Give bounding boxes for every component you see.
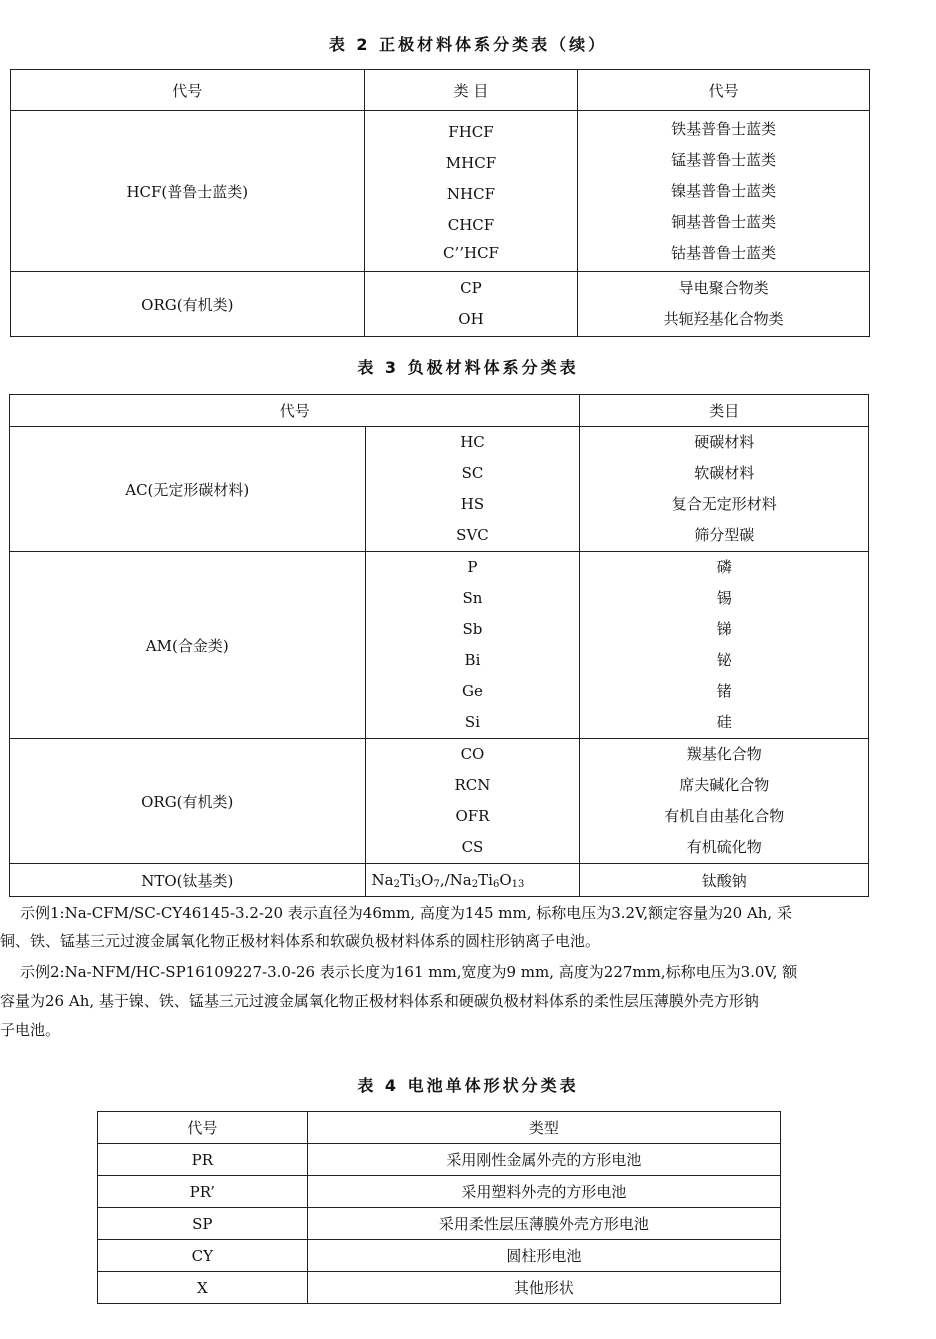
subcode: OH [458,310,484,328]
material-name: 筛分型碳 [694,526,755,544]
material-name: 锰基普鲁士蓝类 [671,150,777,169]
material-name: 复合无定形材料 [671,495,777,513]
table2-names [578,111,870,272]
shape-type: 圆柱形电池 [307,1240,780,1272]
formula-part: Na [371,870,394,889]
example-2-line-3: 子电池。 [0,1021,61,1039]
subcode: MHCF [445,154,497,172]
formula-subscript: 13 [511,878,525,890]
table2-subcodes [364,272,578,337]
example-2-line-2: 容量为26 Ah, 基于镍、铁、锰基三元过渡金属氧化物正极材料体系和硬碳负极材料体系的柔性层压薄膜外壳方形钠 [0,992,759,1010]
subcode: HS [460,495,485,513]
material-name: 软碳材料 [694,464,755,482]
table3-names [580,552,869,739]
table3-subcodes [365,552,580,739]
material-name: 锗 [716,682,732,700]
subcode: FHCF [448,123,494,141]
table2-names [578,272,870,337]
table2 [10,69,870,337]
material-name: 锡 [716,589,732,607]
formula-subscript: 6 [492,878,500,890]
subcode: Sn [462,589,483,607]
subcode: RCN [454,776,491,794]
material-name: 铜基普鲁士蓝类 [671,212,777,231]
table3-nto-formula [365,864,580,897]
table2-title: 表 2 正极材料体系分类表（续） [328,35,608,54]
material-name: 有机自由基化合物 [664,807,785,825]
table4-title: 表 4 电池单体形状分类表 [357,1076,579,1095]
shape-code: X [98,1272,308,1304]
shape-type: 采用塑料外壳的方形电池 [307,1176,780,1208]
subcode: Sb [462,620,483,638]
shape-code: PR’ [98,1176,308,1208]
table4 [97,1111,781,1304]
formula-part: Ti [478,870,493,889]
table2-group-code: HCF(普鲁士蓝类) [11,111,365,272]
material-name: 铁基普鲁士蓝类 [671,119,777,138]
formula-part: Ti [399,870,415,889]
table3-nto-name: 钛酸钠 [580,864,869,897]
subcode: SVC [456,526,489,544]
table-row [98,1176,781,1208]
table3-names [580,739,869,864]
formula-subscript: 2 [471,878,479,890]
table4-header-type: 类型 [307,1112,780,1144]
table3-group-code: AM(合金类) [10,552,366,739]
table2-header-code-2: 代号 [578,70,870,111]
subcode: P [467,558,478,576]
subcode: Ge [462,682,483,700]
table-row [98,1144,781,1176]
subcode: Si [464,713,480,731]
table3-subcodes [365,739,580,864]
material-name: 共轭羟基化合物类 [663,310,784,328]
subcode: CS [461,838,484,856]
formula-part: O [421,870,434,889]
example-1-line-2: 铜、铁、锰基三元过渡金属氧化物正极材料体系和软碳负极材料体系的圆柱形钠离子电池。 [0,932,601,950]
formula-subscript: 2 [393,878,400,890]
table2-group-code: ORG(有机类) [11,272,365,337]
formula-part: O [499,870,512,889]
table2-header-category: 类 目 [364,70,578,111]
table2-subcodes [364,111,578,272]
material-name: 羰基化合物 [686,745,762,763]
formula-part: Na [449,870,472,889]
table3-names [580,427,869,552]
material-name: 导电聚合物类 [678,279,769,297]
material-name: 有机硫化物 [686,838,762,856]
table3-title: 表 3 负极材料体系分类表 [357,358,579,377]
shape-code: PR [98,1144,308,1176]
subcode: Bi [464,651,481,669]
material-name: 硬碳材料 [694,433,755,451]
subcode: NHCF [446,185,496,203]
table-row [98,1240,781,1272]
subcode: CO [460,745,485,763]
table3 [9,394,869,897]
formula-subscript: 7 [433,878,440,890]
shape-type: 其他形状 [307,1272,780,1304]
table3-group-code: AC(无定形碳材料) [10,427,366,552]
material-name: 硅 [716,713,732,731]
material-name: 钴基普鲁士蓝类 [671,243,777,262]
table3-nto-code: NTO(钛基类) [10,864,366,897]
shape-type: 采用刚性金属外壳的方形电池 [307,1144,780,1176]
example-2-line-1: 示例2:Na-NFM/HC-SP16109227-3.0-26 表示长度为161 mm,宽度为9 mm, 高度为227mm,标称电压为3.0V, 额 [20,963,798,981]
table4-header-code: 代号 [98,1112,308,1144]
subcode: CP [460,279,482,297]
subcode: HC [460,433,485,451]
table3-group-code: ORG(有机类) [10,739,366,864]
formula-separator: ,/ [439,870,450,889]
table3-subcodes [365,427,580,552]
shape-code: CY [98,1240,308,1272]
material-name: 锑 [716,620,732,638]
table2-header-code: 代号 [11,70,365,111]
subcode: CHCF [447,216,495,234]
table3-header-category: 类目 [580,395,869,427]
shape-type: 采用柔性层压薄膜外壳方形电池 [307,1208,780,1240]
material-name: 镍基普鲁士蓝类 [671,181,777,200]
table3-header-code: 代号 [10,395,580,427]
subcode: OFR [455,807,490,825]
table-row [98,1208,781,1240]
table-row [98,1272,781,1304]
material-name: 铋 [716,651,732,669]
subcode: C’’HCF [442,244,499,262]
formula-subscript: 3 [414,878,422,890]
shape-code: SP [98,1208,308,1240]
material-name: 席夫碱化合物 [679,776,770,794]
subcode: SC [461,464,484,482]
example-1-line-1: 示例1:Na-CFM/SC-CY46145-3.2-20 表示直径为46mm, 高度为145 mm, 标称电压为3.2V,额定容量为20 Ah, 采 [20,904,792,922]
material-name: 磷 [716,558,732,576]
